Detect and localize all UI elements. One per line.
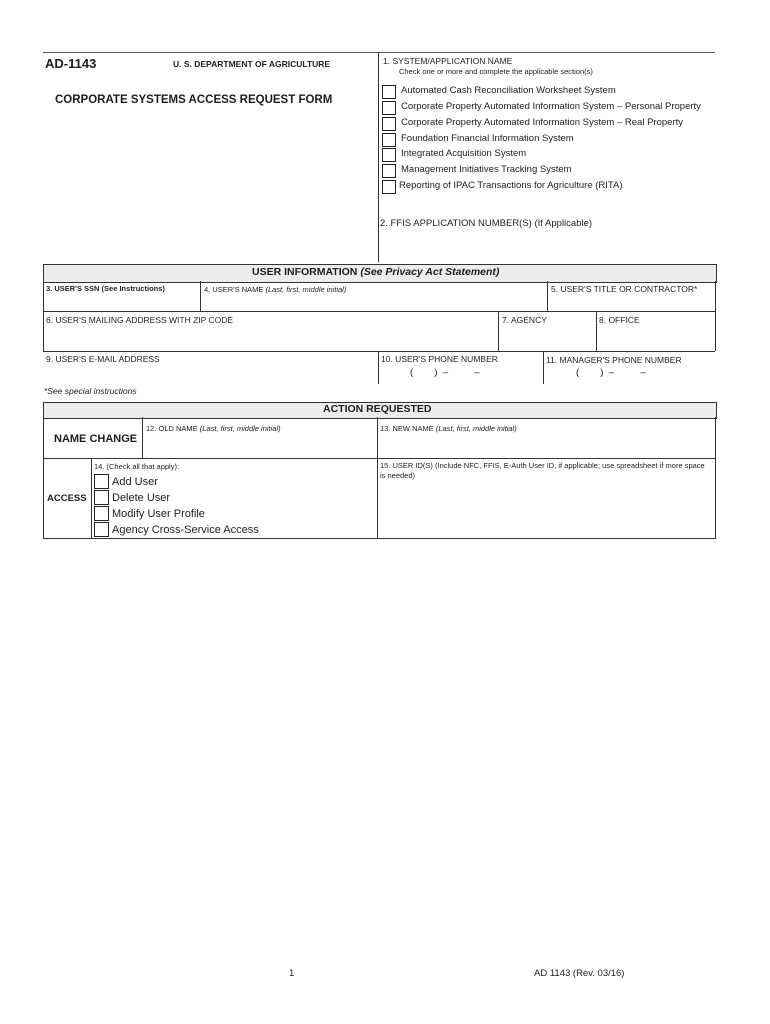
system-checkbox-ias[interactable] <box>382 148 396 162</box>
ffis-application-number-field[interactable] <box>398 230 708 254</box>
modify-user-profile-label: Modify User Profile <box>112 508 205 520</box>
system-label-rita: Reporting of IPAC Transactions for Agriculture (RITA) <box>399 180 623 191</box>
agency-input[interactable] <box>502 327 592 349</box>
divider-4-5 <box>547 281 548 311</box>
top-rule <box>43 52 715 53</box>
ssn-input[interactable] <box>46 295 196 310</box>
system-label-cpais-real: Corporate Property Automated Information System – Real Property <box>401 117 683 128</box>
field11-label: 11. MANAGER'S PHONE NUMBER <box>546 355 682 365</box>
system-label-ias: Integrated Acquisition System <box>401 148 527 159</box>
system-checkbox-cpais-real[interactable] <box>382 117 396 131</box>
action-row-divider <box>43 458 715 459</box>
field13-label <box>380 424 517 433</box>
field12-note: (Last, first, middle initial) <box>199 424 281 433</box>
row-divider-2 <box>43 351 715 352</box>
divider-6-7 <box>498 311 499 351</box>
special-instructions-note: *See special instructions <box>44 386 137 396</box>
action-bottom-border <box>43 538 716 539</box>
delete-user-checkbox[interactable] <box>94 490 109 505</box>
section1-instruction: Check one or more and complete the applicable section(s) <box>399 67 593 76</box>
add-user-label: Add User <box>112 476 158 488</box>
user-info-heading <box>252 266 499 278</box>
system-checkbox-rita[interactable] <box>382 180 396 194</box>
field12-number: 12. OLD NAME <box>146 424 198 433</box>
privacy-act-link[interactable]: (See Privacy Act Statement) <box>360 266 500 278</box>
system-checkbox-acrws[interactable] <box>382 85 396 99</box>
old-name-input[interactable] <box>146 436 373 456</box>
modify-user-profile-checkbox[interactable] <box>94 506 109 521</box>
divider-12-13 <box>377 417 378 538</box>
system-label-acrws: Automated Cash Reconciliation Worksheet System <box>401 85 616 96</box>
system-label-ffis: Foundation Financial Information System <box>401 133 574 144</box>
agency-cross-service-checkbox[interactable] <box>94 522 109 537</box>
user-phone-input[interactable]: ( ) – – <box>410 367 480 378</box>
field10-label: 10. USER'S PHONE NUMBER <box>381 354 498 364</box>
system-checkbox-ffis[interactable] <box>382 133 396 147</box>
divider-10-11 <box>543 351 544 384</box>
access-label: ACCESS <box>47 493 87 504</box>
field14-label: 14. (Check all that apply): <box>94 462 180 471</box>
divider-access-14 <box>91 458 92 538</box>
section1-label: 1. SYSTEM/APPLICATION NAME <box>383 56 513 66</box>
divider-3-4 <box>200 281 201 311</box>
right-border <box>715 281 716 351</box>
field13-note: (Last, first, middle initial) <box>435 424 517 433</box>
divider-9-10 <box>378 351 379 384</box>
divider-7-8 <box>596 311 597 351</box>
page-number: 1 <box>289 968 295 979</box>
system-label-mits: Management Initiatives Tracking System <box>401 164 572 175</box>
field4-label <box>204 285 346 294</box>
field4-number: 4. USER'S NAME <box>204 285 264 294</box>
field15-label: 15. USER ID(S) (Include NFC, FFIS, E-Auth User ID, if applicable; use spreadsheet if more space is needed) <box>380 461 705 480</box>
field8-label: 8. OFFICE <box>599 315 640 325</box>
system-checkbox-mits[interactable] <box>382 164 396 178</box>
new-name-input[interactable] <box>380 436 711 456</box>
action-left-border <box>43 417 44 538</box>
field5-label: 5. USER'S TITLE OR CONTRACTOR* <box>551 284 698 294</box>
form-title: CORPORATE SYSTEMS ACCESS REQUEST FORM <box>55 94 333 106</box>
name-change-label: NAME CHANGE <box>54 433 138 445</box>
field6-label: 6. USER'S MAILING ADDRESS WITH ZIP CODE <box>46 315 234 325</box>
title-contractor-input[interactable] <box>551 295 711 310</box>
field13-number: 13. NEW NAME <box>380 424 434 433</box>
field7-label: 7. AGENCY <box>502 315 547 325</box>
department-name: U. S. DEPARTMENT OF AGRICULTURE <box>173 59 331 69</box>
form-id: AD-1143 <box>45 56 97 71</box>
system-label-cpais-personal: Corporate Property Automated Information System – Personal Property <box>401 101 701 112</box>
action-right-border <box>715 417 716 538</box>
field9-label: 9. USER'S E-MAIL ADDRESS <box>46 354 160 364</box>
delete-user-label: Delete User <box>112 492 171 504</box>
email-input[interactable] <box>46 366 374 382</box>
divider-namechange-12 <box>142 417 143 458</box>
system-checkbox-cpais-personal[interactable] <box>382 101 396 115</box>
user-info-heading-text: USER INFORMATION <box>252 266 358 278</box>
manager-phone-input[interactable]: ( ) – – <box>576 367 646 378</box>
field4-note: (Last, first, middle initial) <box>265 285 347 294</box>
user-name-input[interactable] <box>204 295 544 310</box>
section2-label: 2. FFIS APPLICATION NUMBER(S) (If Applicable) <box>380 218 593 229</box>
field3-label: 3. USER'S SSN (See Instructions) <box>46 284 165 293</box>
field12-label <box>146 424 281 433</box>
header-divider <box>378 52 379 262</box>
action-heading: ACTION REQUESTED <box>323 403 432 415</box>
user-id-input[interactable] <box>380 485 711 535</box>
row-divider-1 <box>43 311 715 312</box>
form-revision: AD 1143 (Rev. 03/16) <box>534 968 625 979</box>
mailing-address-input[interactable] <box>46 327 494 349</box>
left-border <box>43 281 44 351</box>
add-user-checkbox[interactable] <box>94 474 109 489</box>
office-input[interactable] <box>599 327 711 349</box>
agency-cross-service-label: Agency Cross-Service Access <box>112 524 259 536</box>
